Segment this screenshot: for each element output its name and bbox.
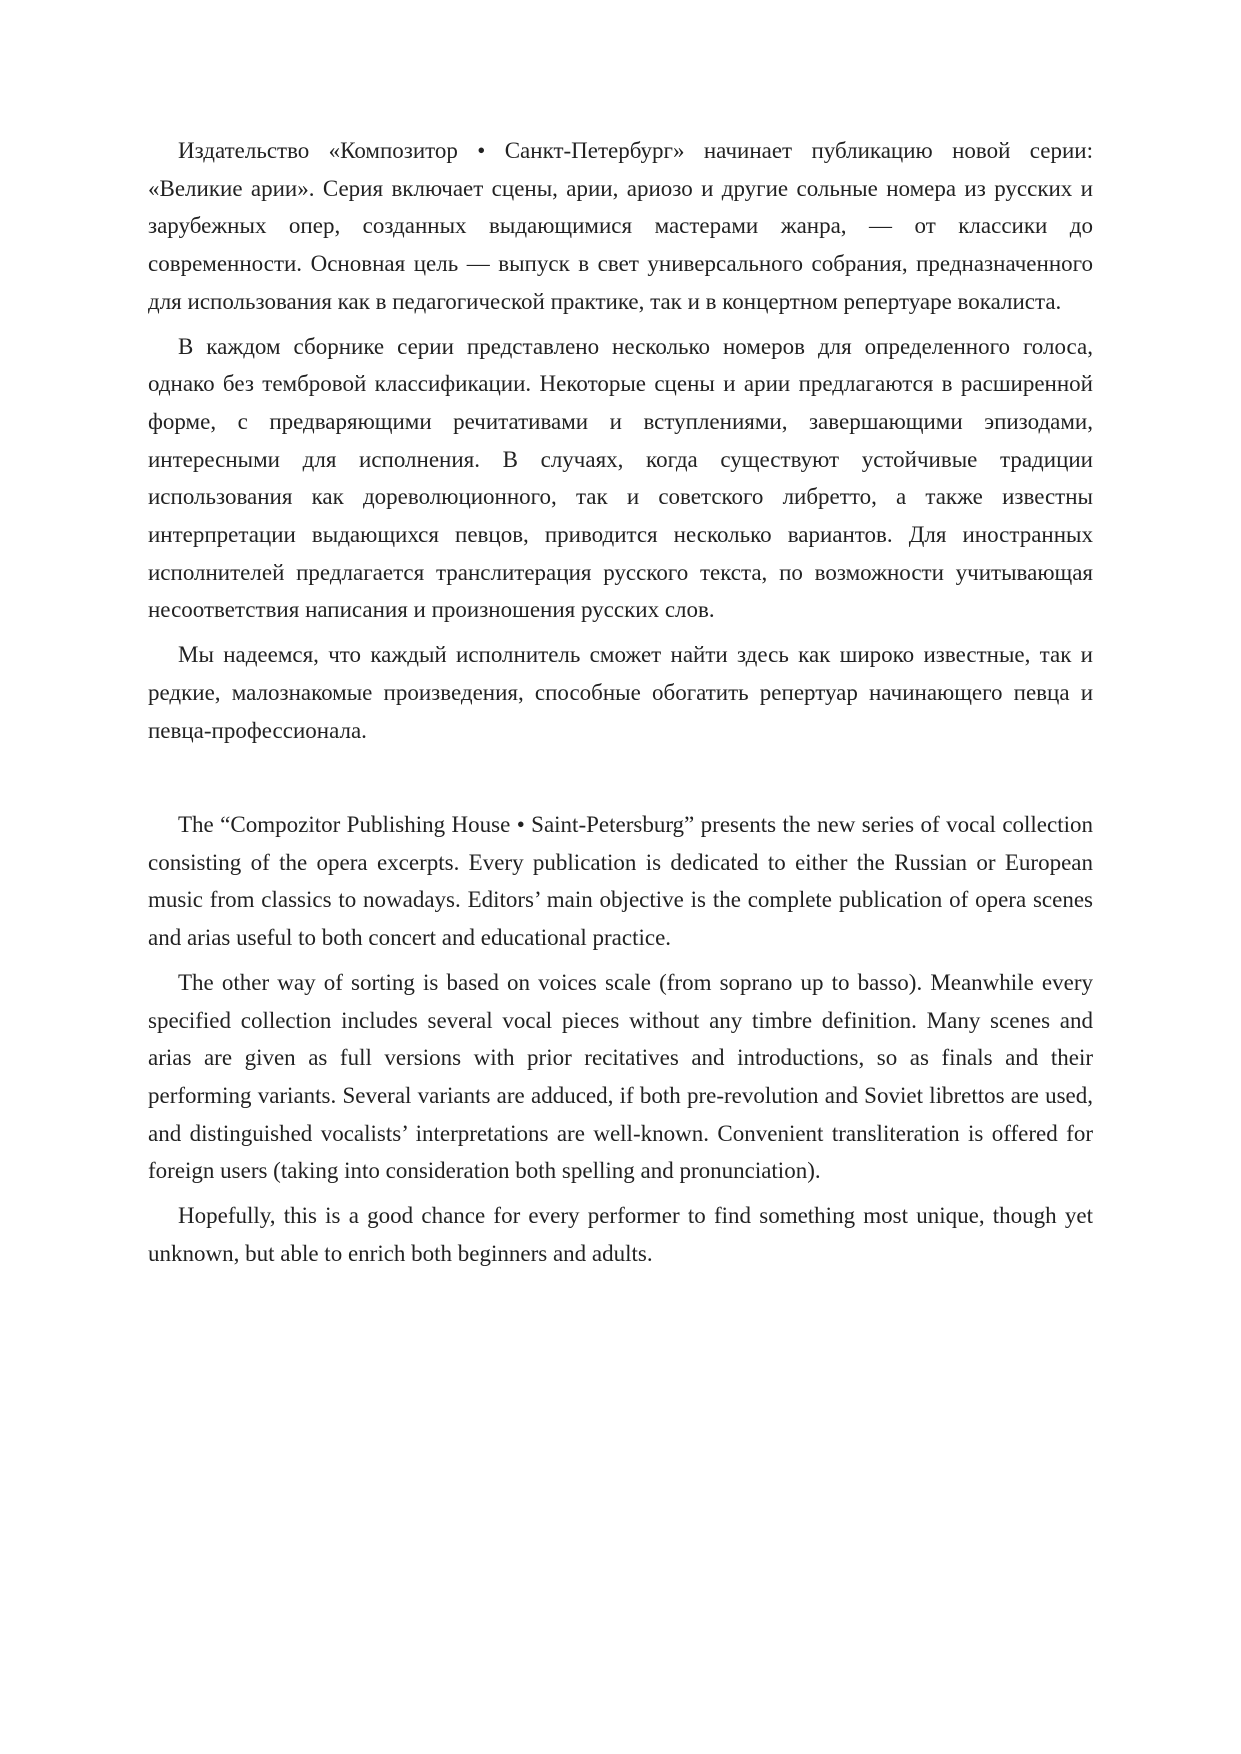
english-text-section	[148, 806, 1093, 1279]
russian-paragraph-2: В каждом сборнике серии представлено несколько номеров для определенного голоса, однако без тембровой классификации. Некоторые сцены и арии предлагаются в расширенной форме, с предваряющими речитативами и вступлениями, завершающими эпизодами, интересными для исполнения. В случаях, когда существуют устойчивые традиции использования как дореволюционного, так и советского либретто, а также известны интерпретации выдающихся певцов, приводится несколько вариантов. Для иностранных исполнителей предлагается транслитерация русского текста, по возможности учитывающая несоответствия написания и произношения русских слов.	[148, 333, 1093, 623]
russian-paragraph-3: Мы надеемся, что каждый исполнитель сможет найти здесь как широко известные, так и редкие, малознакомые произведения, способные обогатить репертуар начинающего певца и певца-профессионала.	[148, 642, 1093, 743]
english-paragraph-3: Hopefully, this is a good chance for every performer to find something most unique, though yet unknown, but able to enrich both beginners and adults.	[148, 1203, 1093, 1266]
english-paragraph-2: The other way of sorting is based on voices scale (from soprano up to basso). Meanwhile every specified collection includes several vocal pieces without any timbre definition. Many scenes and arias are given as full versions with prior recitatives and introductions, so as finals and their performing variants. Several variants are adduced, if both pre-revolution and Soviet librettos are used, and distinguished vocalists’ interpretations are well-known. Convenient transliteration is offered for foreign users (taking into consideration both spelling and pronunciation).	[148, 969, 1093, 1184]
english-paragraph-1: The “Compozitor Publishing House • Saint-Petersburg” presents the new series of vocal collection consisting of the opera excerpts. Every publication is dedicated to either the Russian or European music from classics to nowadays. Editors’ main objective is the complete publication of opera scenes and arias useful to both concert and educational practice.	[148, 812, 1093, 951]
russian-paragraph-1: Издательство «Композитор • Санкт-Петербург» начинает публикацию новой серии: «Великие арии». Серия включает сцены, арии, ариозо и другие сольные номера из русских и зарубежных опер, созданных выдающимися мастерами жанра, — от классики до современности. Основная цель — выпуск в свет универсального собрания, предназначенного для использования как в педагогической практике, так и в концертном репертуаре вокалиста.	[148, 138, 1093, 314]
russian-text-section	[148, 132, 1093, 756]
